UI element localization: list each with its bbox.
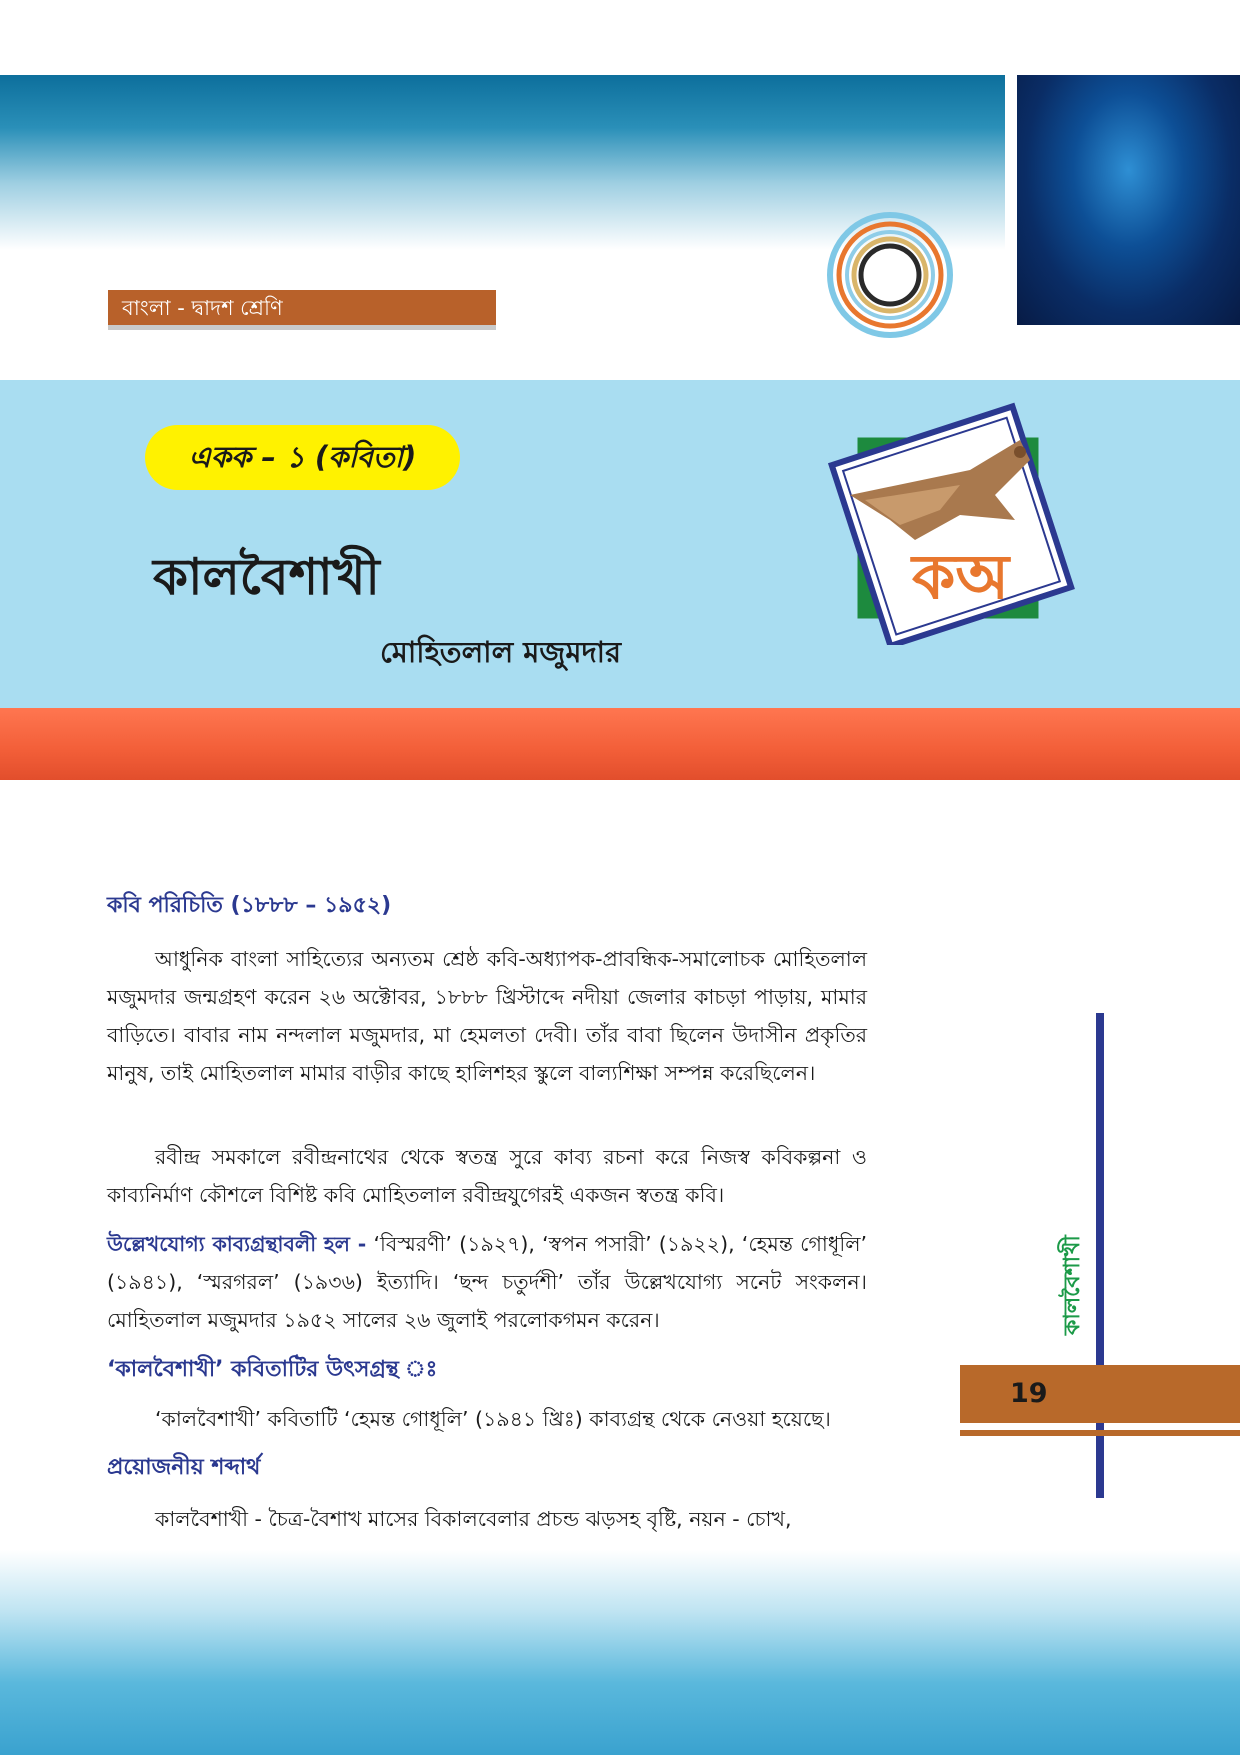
poet-style-paragraph (107, 1138, 867, 1214)
footer-gradient-band (0, 1550, 1240, 1755)
unit-badge: একক – ১ (কবিতা) (145, 425, 460, 490)
orange-divider-band (0, 708, 1240, 780)
page-number-rule (960, 1430, 1240, 1436)
works-paragraph (107, 1225, 867, 1339)
side-vertical-rule (1096, 1013, 1104, 1498)
works-text: ‘বিস্মরণী’ (১৯২৭), ‘স্বপন পসারী’ (১৯২২), ‘হেমন্ত গোধূলি’ (১৯৪১), ‘স্মরগরল’ (১৯৩৬) ইত্যাদি। ‘ছন্দ চতুর্দশী’ তাঁর উল্লেখযোগ্য সনেট সংকলন। মোহিতলাল মজুমদার ১৯৫২ সালের ২৬ জুলাই পরলোকগমন করেন। (107, 1232, 867, 1332)
poet-name: মোহিতলাল মজুমদার (380, 635, 622, 669)
emblem-letters: কঅ (912, 540, 1010, 613)
source-text: ‘কালবৈশাখী’ কবিতাটি ‘হেমন্ত গোধূলি’ (১৯৪১ খ্রিঃ) কাব্যগ্রন্থ থেকে নেওয়া হয়েছে। (155, 1407, 831, 1431)
glossary-heading: প্রয়োজনীয় শব্দার্থ (107, 1455, 261, 1480)
paragraph-text: রবীন্দ্র সমকালে রবীন্দ্রনাথের থেকে স্বতন্ত্র সুরে কাব্য রচনা করে নিজস্ব কবিকল্পনা ও কাব্যনির্মাণ কৌশলে বিশিষ্ট কবি মোহিতলাল রবীন্দ্রযুগেরই একজন স্বতন্ত্র কবি। (107, 1145, 867, 1207)
page-number: 19 (1010, 1378, 1048, 1409)
glossary-paragraph (107, 1500, 867, 1538)
eagle-emblem-icon (820, 400, 1075, 645)
paragraph-text: আধুনিক বাংলা সাহিত্যের অন্যতম শ্রেষ্ঠ কবি-অধ্যাপক-প্রাবন্ধিক-সমালোচক মোহিতলাল মজুমদার জন্মগ্রহণ করেন ২৬ অক্টোবর, ১৮৮৮ খ্রিস্টাব্দে নদীয়া জেলার কাচড়া পাড়ায়, মামার বাড়িতে। বাবার নাম নন্দলাল মজুমদার, মা হেমলতা দেবী। তাঁর বাবা ছিলেন উদাসীন প্রকৃতির মানুষ, তাই মোহিতলাল মামার বাড়ীর কাছে হালিশহর স্কুলে বাল্যশিক্ষা সম্পন্ন করেছিলেন। (107, 947, 867, 1085)
header-dark-panel (1017, 75, 1240, 325)
class-label: বাংলা - দ্বাদশ শ্রেণি (108, 290, 496, 330)
poet-intro-paragraph (107, 940, 867, 1092)
side-chapter-title: কালবৈশাখী (1060, 1235, 1085, 1335)
glossary-text: কালবৈশাখী - চৈত্র-বৈশাখ মাসের বিকালবেলার প্রচন্ড ঝড়সহ বৃষ্টি, নয়ন - চোখ, (155, 1507, 792, 1531)
source-heading: ‘কালবৈশাখী’ কবিতাটির উৎসগ্রন্থ ঃ (107, 1357, 438, 1382)
page-number-box (960, 1365, 1240, 1423)
source-paragraph (107, 1400, 867, 1438)
rings-logo (818, 205, 962, 345)
poet-intro-heading: কবি পরিচিতি (১৮৮৮ – ১৯৫২) (107, 893, 392, 918)
works-heading: উল্লেখযোগ্য কাব্যগ্রন্থাবলী হল - (107, 1232, 367, 1256)
poem-title: কালবৈশাখী (153, 547, 380, 606)
